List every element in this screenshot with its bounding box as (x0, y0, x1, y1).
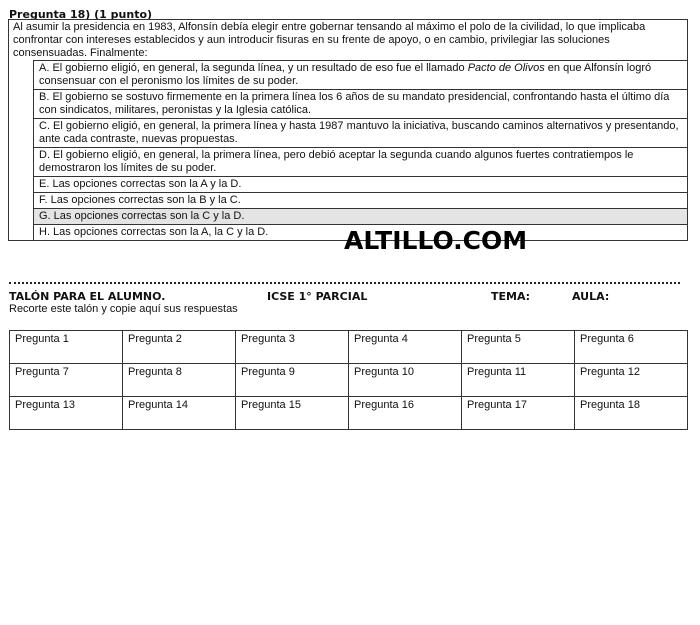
option-g[interactable] (33, 209, 687, 225)
option-c[interactable] (33, 119, 687, 148)
answer-cell[interactable]: Pregunta 6 (575, 331, 688, 364)
option-f[interactable] (33, 193, 687, 209)
answer-cell[interactable]: Pregunta 11 (462, 364, 575, 397)
option-text: F. Las opciones correctas son la B y la C. (39, 194, 241, 206)
slip-exam: ICSE 1° PARCIAL (267, 290, 368, 303)
option-text: H. Las opciones correctas son la A, la C y la D. (39, 226, 269, 238)
slip-title: TALÓN PARA EL ALUMNO. (9, 290, 166, 303)
answer-cell[interactable]: Pregunta 14 (123, 397, 236, 430)
answer-cell[interactable]: Pregunta 16 (349, 397, 462, 430)
option-text: G. Las opciones correctas son la C y la D. (39, 210, 245, 222)
watermark: ALTILLO.COM (344, 226, 528, 255)
option-text-tail: en que Alfonsín logró consensuar con el peronismo los límites de su poder. (39, 62, 652, 87)
answer-cell[interactable]: Pregunta 12 (575, 364, 688, 397)
option-b[interactable] (33, 90, 687, 119)
answer-cell[interactable]: Pregunta 13 (10, 397, 123, 430)
option-emphasis: Pacto de Olivos (467, 62, 545, 74)
option-text: E. Las opciones correctas son la A y la D. (39, 178, 242, 190)
answer-cell[interactable]: Pregunta 3 (236, 331, 349, 364)
option-text: C. El gobierno eligió, en general, la primera línea y hasta 1987 mantuvo la iniciativa, buscando caminos alternativos y presentando, ante cada contraste, nuevas propuestas. (39, 120, 679, 145)
answer-row (10, 331, 688, 364)
answer-cell[interactable]: Pregunta 4 (349, 331, 462, 364)
answer-grid (9, 330, 688, 430)
answer-cell[interactable]: Pregunta 18 (575, 397, 688, 430)
option-d[interactable] (33, 148, 687, 177)
slip-tema: TEMA: (491, 290, 531, 303)
option-a[interactable] (33, 61, 687, 90)
answer-cell[interactable]: Pregunta 15 (236, 397, 349, 430)
answer-cell[interactable]: Pregunta 7 (10, 364, 123, 397)
answer-cell[interactable]: Pregunta 1 (10, 331, 123, 364)
answer-cell[interactable]: Pregunta 9 (236, 364, 349, 397)
slip-aula: AULA: (572, 290, 610, 303)
option-text: B. El gobierno se sostuvo firmemente en la primera línea los 6 años de su mandato presidencial, confrontando hasta el último día con sindicatos, militares, peronistas y la Iglesia católica. (39, 91, 670, 116)
option-text: A. El gobierno eligió, en general, la segunda línea, y un resultado de eso fue el llamado (39, 62, 468, 74)
answer-cell[interactable]: Pregunta 10 (349, 364, 462, 397)
question-box (8, 19, 688, 241)
answer-row (10, 397, 688, 430)
cut-line (9, 282, 680, 284)
answer-row (10, 364, 688, 397)
options-list (33, 60, 687, 240)
answer-cell[interactable]: Pregunta 5 (462, 331, 575, 364)
answer-cell[interactable]: Pregunta 2 (123, 331, 236, 364)
question-title: Pregunta 18) (1 punto) (9, 8, 153, 21)
question-stem: Al asumir la presidencia en 1983, Alfonsín debía elegir entre gobernar tensando al máximo el polo de la civilidad, lo que implicaba confrontar con intereses establecidos y aun introducir fisuras en su frente de apoyo, o en cambio, privilegiar las soluciones consensuadas. Finalmente: (13, 21, 646, 59)
slip-instructions: Recorte este talón y copie aquí sus respuestas (9, 303, 238, 315)
option-e[interactable] (33, 177, 687, 193)
option-text: D. El gobierno eligió, en general, la primera línea, pero debió aceptar la segunda cuando algunos fuertes contratiempos le demostraron los límites de su poder. (39, 149, 634, 174)
answer-cell[interactable]: Pregunta 17 (462, 397, 575, 430)
answer-cell[interactable]: Pregunta 8 (123, 364, 236, 397)
